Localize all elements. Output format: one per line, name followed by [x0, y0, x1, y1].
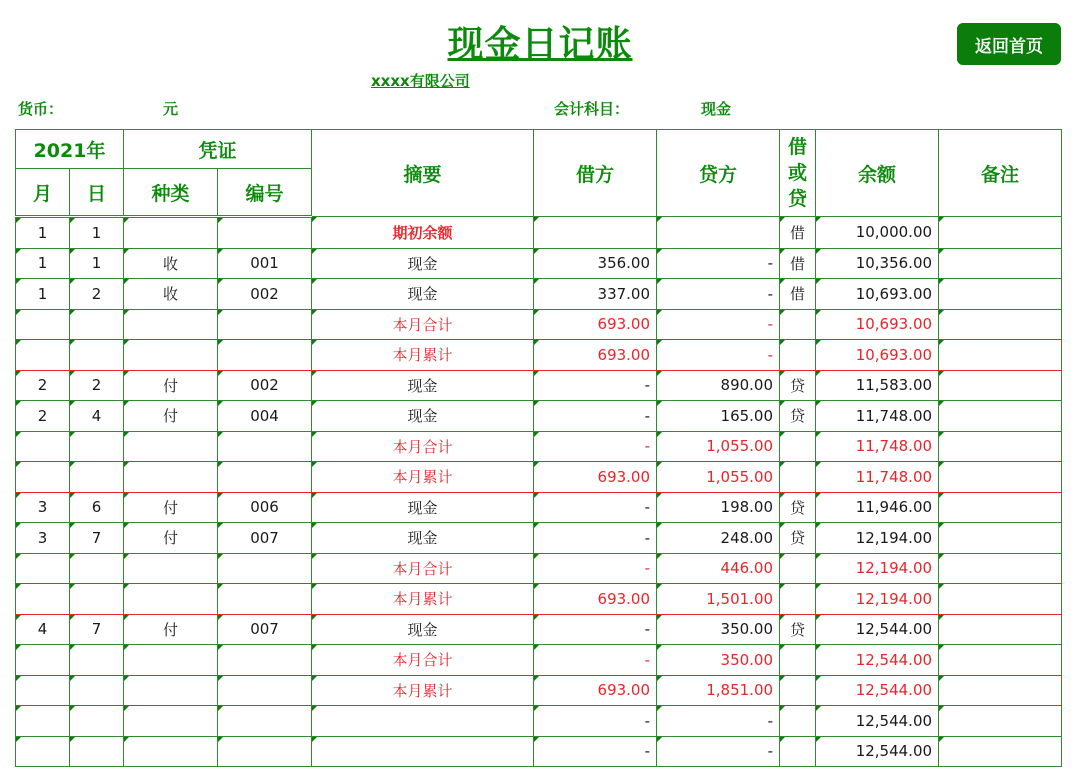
cell-day[interactable]: 4 [70, 401, 124, 432]
cell-balance[interactable]: 10,693.00 [816, 340, 939, 371]
cell-month[interactable] [16, 584, 70, 615]
cell-credit[interactable]: 165.00 [657, 401, 780, 432]
cell-credit[interactable]: 1,055.00 [657, 462, 780, 493]
cell-direction[interactable] [780, 340, 816, 371]
cell-voucher-number[interactable] [218, 431, 312, 462]
cell-direction[interactable] [780, 309, 816, 340]
cell-summary[interactable]: 期初余额 [312, 217, 534, 249]
cell-balance[interactable]: 11,946.00 [816, 492, 939, 523]
cell-summary[interactable] [312, 736, 534, 767]
cell-summary[interactable]: 本月累计 [312, 462, 534, 493]
cell-voucher-number[interactable] [218, 645, 312, 676]
cell-direction[interactable]: 贷 [780, 401, 816, 432]
cell-remark[interactable] [939, 523, 1062, 554]
cell-remark[interactable] [939, 340, 1062, 371]
cell-month[interactable]: 3 [16, 523, 70, 554]
cell-day[interactable] [70, 462, 124, 493]
cell-direction[interactable] [780, 462, 816, 493]
cell-direction[interactable]: 借 [780, 279, 816, 310]
cell-day[interactable] [70, 431, 124, 462]
cell-summary[interactable]: 现金 [312, 370, 534, 401]
cell-month[interactable]: 1 [16, 217, 70, 249]
cell-credit[interactable]: 446.00 [657, 553, 780, 584]
cell-voucher-type[interactable]: 付 [124, 401, 218, 432]
cell-remark[interactable] [939, 736, 1062, 767]
cell-direction[interactable]: 贷 [780, 492, 816, 523]
cell-direction[interactable]: 借 [780, 217, 816, 249]
cell-summary[interactable]: 现金 [312, 279, 534, 310]
cell-credit[interactable]: 1,055.00 [657, 431, 780, 462]
cell-voucher-type[interactable] [124, 645, 218, 676]
cell-month[interactable] [16, 645, 70, 676]
cell-credit[interactable]: 890.00 [657, 370, 780, 401]
cell-direction[interactable]: 贷 [780, 614, 816, 645]
cell-direction[interactable]: 贷 [780, 523, 816, 554]
cell-debit[interactable]: - [534, 401, 657, 432]
direction-header-char-1: 借 [788, 136, 808, 158]
cell-day[interactable] [70, 706, 124, 737]
cell-day[interactable] [70, 309, 124, 340]
currency-value: 元 [163, 100, 179, 118]
account-label: 会计科目： [554, 100, 630, 118]
year-header: 2021年 [16, 130, 124, 169]
cell-voucher-number[interactable] [218, 736, 312, 767]
cell-summary[interactable]: 本月累计 [312, 584, 534, 615]
cell-voucher-number[interactable]: 007 [218, 523, 312, 554]
month-header: 月 [16, 169, 70, 217]
cell-balance[interactable]: 12,194.00 [816, 553, 939, 584]
cell-voucher-type[interactable] [124, 675, 218, 706]
cell-day[interactable] [70, 553, 124, 584]
cell-debit[interactable]: - [534, 431, 657, 462]
cell-balance[interactable]: 11,583.00 [816, 370, 939, 401]
cell-month[interactable] [16, 309, 70, 340]
cell-credit[interactable]: 248.00 [657, 523, 780, 554]
cell-direction[interactable] [780, 553, 816, 584]
account-value: 现金 [701, 100, 732, 118]
ledger-body [16, 217, 1062, 767]
cell-credit[interactable]: - [657, 706, 780, 737]
cell-remark[interactable] [939, 370, 1062, 401]
cell-balance[interactable]: 10,356.00 [816, 248, 939, 279]
back-to-home-button[interactable]: 返回首页 [957, 23, 1061, 65]
cell-debit[interactable]: - [534, 614, 657, 645]
direction-header [780, 130, 816, 217]
cell-remark[interactable] [939, 431, 1062, 462]
cell-balance[interactable]: 12,544.00 [816, 645, 939, 676]
cell-remark[interactable] [939, 492, 1062, 523]
cell-voucher-type[interactable] [124, 736, 218, 767]
table-row [16, 614, 1062, 645]
cell-debit[interactable]: - [534, 553, 657, 584]
cell-credit[interactable]: - [657, 309, 780, 340]
table-row [16, 523, 1062, 554]
cell-credit[interactable] [657, 217, 780, 249]
cell-debit[interactable]: 693.00 [534, 309, 657, 340]
cell-balance[interactable]: 11,748.00 [816, 462, 939, 493]
cell-remark[interactable] [939, 584, 1062, 615]
table-row [16, 736, 1062, 767]
cell-summary[interactable]: 本月合计 [312, 645, 534, 676]
cell-summary[interactable]: 本月累计 [312, 340, 534, 371]
table-row [16, 309, 1062, 340]
cell-month[interactable]: 3 [16, 492, 70, 523]
cell-voucher-number[interactable]: 002 [218, 370, 312, 401]
cell-month[interactable] [16, 675, 70, 706]
cell-day[interactable]: 2 [70, 279, 124, 310]
table-row [16, 645, 1062, 676]
cell-credit[interactable]: 198.00 [657, 492, 780, 523]
table-row [16, 462, 1062, 493]
table-row [16, 248, 1062, 279]
cell-debit[interactable]: - [534, 492, 657, 523]
cell-voucher-type[interactable] [124, 340, 218, 371]
cell-remark[interactable] [939, 217, 1062, 249]
cell-day[interactable] [70, 675, 124, 706]
table-row [16, 340, 1062, 371]
table-row [16, 217, 1062, 249]
type-header: 种类 [124, 169, 218, 217]
cell-voucher-type[interactable] [124, 584, 218, 615]
cell-debit[interactable]: - [534, 370, 657, 401]
cell-balance[interactable]: 12,194.00 [816, 584, 939, 615]
cell-voucher-number[interactable] [218, 675, 312, 706]
cell-balance[interactable]: 10,693.00 [816, 279, 939, 310]
cell-balance[interactable]: 12,544.00 [816, 675, 939, 706]
cell-day[interactable] [70, 645, 124, 676]
cell-summary[interactable]: 本月合计 [312, 553, 534, 584]
remark-header: 备注 [939, 130, 1062, 217]
cell-day[interactable]: 7 [70, 614, 124, 645]
cell-voucher-type[interactable]: 付 [124, 523, 218, 554]
cell-summary[interactable]: 现金 [312, 492, 534, 523]
cell-day[interactable]: 2 [70, 370, 124, 401]
cell-direction[interactable] [780, 431, 816, 462]
cell-balance[interactable]: 12,544.00 [816, 614, 939, 645]
company-name: xxxx有限公司 [371, 72, 470, 90]
cell-remark[interactable] [939, 309, 1062, 340]
cell-summary[interactable] [312, 706, 534, 737]
cell-balance[interactable]: 11,748.00 [816, 431, 939, 462]
cell-voucher-type[interactable] [124, 553, 218, 584]
cell-debit[interactable] [534, 217, 657, 249]
cell-direction[interactable] [780, 645, 816, 676]
cell-month[interactable] [16, 736, 70, 767]
cell-debit[interactable]: 337.00 [534, 279, 657, 310]
cell-direction[interactable]: 贷 [780, 370, 816, 401]
cell-day[interactable]: 6 [70, 492, 124, 523]
cell-day[interactable] [70, 736, 124, 767]
direction-header-char-3: 贷 [788, 188, 808, 210]
cell-voucher-number[interactable] [218, 706, 312, 737]
cell-summary[interactable]: 现金 [312, 401, 534, 432]
cell-voucher-number[interactable]: 001 [218, 248, 312, 279]
cell-day[interactable]: 7 [70, 523, 124, 554]
cell-credit[interactable]: 1,501.00 [657, 584, 780, 615]
cell-voucher-number[interactable] [218, 340, 312, 371]
cell-day[interactable]: 1 [70, 217, 124, 249]
cell-remark[interactable] [939, 462, 1062, 493]
cell-voucher-number[interactable]: 002 [218, 279, 312, 310]
cell-summary[interactable]: 现金 [312, 523, 534, 554]
cell-credit[interactable]: 350.00 [657, 645, 780, 676]
cell-day[interactable] [70, 340, 124, 371]
cell-debit[interactable]: 356.00 [534, 248, 657, 279]
debit-header: 借方 [534, 130, 657, 217]
cell-month[interactable]: 2 [16, 401, 70, 432]
table-row [16, 370, 1062, 401]
cell-credit[interactable]: 350.00 [657, 614, 780, 645]
day-header: 日 [70, 169, 124, 217]
cell-voucher-number[interactable]: 004 [218, 401, 312, 432]
cell-voucher-type[interactable] [124, 462, 218, 493]
cell-voucher-number[interactable] [218, 309, 312, 340]
cell-month[interactable] [16, 431, 70, 462]
cell-balance[interactable]: 12,194.00 [816, 523, 939, 554]
cell-balance[interactable]: 12,544.00 [816, 736, 939, 767]
cell-month[interactable]: 2 [16, 370, 70, 401]
cell-voucher-type[interactable]: 付 [124, 370, 218, 401]
cell-debit[interactable]: 693.00 [534, 340, 657, 371]
cell-credit[interactable]: - [657, 279, 780, 310]
cell-balance[interactable]: 12,544.00 [816, 706, 939, 737]
cell-debit[interactable]: 693.00 [534, 462, 657, 493]
cell-day[interactable] [70, 584, 124, 615]
credit-header: 贷方 [657, 130, 780, 217]
cell-debit[interactable]: - [534, 706, 657, 737]
cell-month[interactable] [16, 462, 70, 493]
cell-voucher-number[interactable] [218, 462, 312, 493]
cell-voucher-number[interactable]: 007 [218, 614, 312, 645]
balance-header: 余额 [816, 130, 939, 217]
cell-voucher-type[interactable]: 收 [124, 248, 218, 279]
cell-remark[interactable] [939, 614, 1062, 645]
cell-voucher-type[interactable]: 付 [124, 492, 218, 523]
summary-header: 摘要 [312, 130, 534, 217]
cell-voucher-type[interactable]: 付 [124, 614, 218, 645]
cell-remark[interactable] [939, 645, 1062, 676]
cell-debit[interactable]: - [534, 736, 657, 767]
cell-direction[interactable] [780, 675, 816, 706]
table-row [16, 706, 1062, 737]
table-row [16, 279, 1062, 310]
page-title: 现金日记账 [447, 24, 633, 65]
table-row [16, 431, 1062, 462]
cell-direction[interactable] [780, 706, 816, 737]
cell-voucher-number[interactable] [218, 217, 312, 249]
cell-summary[interactable]: 现金 [312, 248, 534, 279]
cell-credit[interactable]: - [657, 248, 780, 279]
table-row [16, 401, 1062, 432]
cell-direction[interactable] [780, 736, 816, 767]
cell-summary[interactable]: 本月合计 [312, 309, 534, 340]
cell-debit[interactable]: - [534, 645, 657, 676]
cell-debit[interactable]: - [534, 523, 657, 554]
voucher-header: 凭证 [124, 130, 312, 169]
cell-summary[interactable]: 本月合计 [312, 431, 534, 462]
cell-debit[interactable]: 693.00 [534, 584, 657, 615]
cell-debit[interactable]: 693.00 [534, 675, 657, 706]
number-header: 编号 [218, 169, 312, 217]
cell-remark[interactable] [939, 401, 1062, 432]
cell-voucher-number[interactable]: 006 [218, 492, 312, 523]
cell-voucher-number[interactable] [218, 584, 312, 615]
cell-month[interactable] [16, 706, 70, 737]
cell-month[interactable]: 1 [16, 248, 70, 279]
cell-direction[interactable] [780, 584, 816, 615]
cell-credit[interactable]: - [657, 736, 780, 767]
cell-voucher-type[interactable]: 收 [124, 279, 218, 310]
table-row [16, 553, 1062, 584]
cell-balance[interactable]: 11,748.00 [816, 401, 939, 432]
cell-month[interactable] [16, 340, 70, 371]
table-row [16, 492, 1062, 523]
cell-summary[interactable]: 现金 [312, 614, 534, 645]
cell-remark[interactable] [939, 279, 1062, 310]
cell-remark[interactable] [939, 706, 1062, 737]
table-row [16, 675, 1062, 706]
cell-remark[interactable] [939, 553, 1062, 584]
cell-remark[interactable] [939, 675, 1062, 706]
cell-credit[interactable]: 1,851.00 [657, 675, 780, 706]
cell-voucher-number[interactable] [218, 553, 312, 584]
cell-balance[interactable]: 10,693.00 [816, 309, 939, 340]
cell-balance[interactable]: 10,000.00 [816, 217, 939, 249]
cell-credit[interactable]: - [657, 340, 780, 371]
cell-voucher-type[interactable] [124, 309, 218, 340]
cell-day[interactable]: 1 [70, 248, 124, 279]
cell-remark[interactable] [939, 248, 1062, 279]
cell-voucher-type[interactable] [124, 706, 218, 737]
cell-summary[interactable]: 本月累计 [312, 675, 534, 706]
currency-label: 货币： [18, 100, 64, 118]
ledger-table [15, 129, 1062, 767]
cell-month[interactable]: 1 [16, 279, 70, 310]
table-row [16, 584, 1062, 615]
cell-voucher-type[interactable] [124, 217, 218, 249]
cell-month[interactable]: 4 [16, 614, 70, 645]
cell-direction[interactable]: 借 [780, 248, 816, 279]
cell-voucher-type[interactable] [124, 431, 218, 462]
direction-header-char-2: 或 [788, 162, 808, 184]
cell-month[interactable] [16, 553, 70, 584]
